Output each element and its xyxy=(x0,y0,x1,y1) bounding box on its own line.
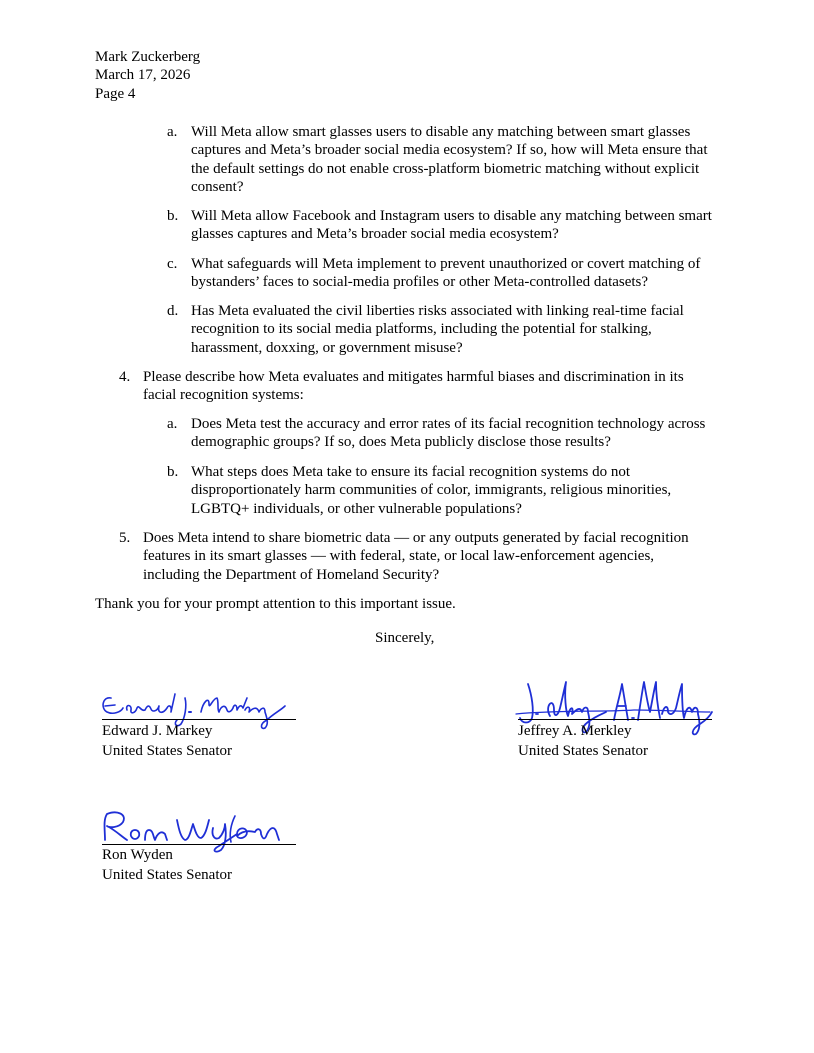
item-letter: c. xyxy=(167,256,178,272)
item-number: 5. xyxy=(119,530,131,546)
item-text: Does Meta intend to share biometric data — or any outputs generated by facial recognition features in its smart glasses — with federal, state, or local law-enforcement agencies, including the Department of Homeland Security? xyxy=(143,530,689,583)
signer-title: United States Senator xyxy=(102,867,232,883)
item-text: Please describe how Meta evaluates and mitigates harmful biases and discrimination in its facial recognition systems: xyxy=(143,369,684,404)
item-text: Will Meta allow smart glasses users to disable any matching between smart glasses captures and Meta’s broader social media ecosystem? If so, how will Meta ensure that the default settings do not enable cross-platform biometric matching without explicit consent? xyxy=(191,124,708,196)
item-text: Does Meta test the accuracy and error rates of its facial recognition technology across demographic groups? If so, does Meta publicly disclose those results? xyxy=(191,416,706,451)
item-letter: b. xyxy=(167,464,179,480)
item-letter: a. xyxy=(167,416,178,432)
item-text: What steps does Meta take to ensure its facial recognition systems do not disproportionately harm communities of color, immigrants, religious minorities, LGBTQ+ individuals, or other vulnerable populations? xyxy=(191,464,672,517)
letter-date: March 17, 2026 xyxy=(95,67,191,84)
signer-name: Edward J. Markey xyxy=(102,723,213,739)
signer-name: Ron Wyden xyxy=(102,847,173,863)
closing-sincerely: Sincerely, xyxy=(375,630,435,646)
page-number: Page 4 xyxy=(95,85,136,102)
item-text: Has Meta evaluated the civil liberties risks associated with linking real-time facial recognition to its social media platforms, including the potential for stalking, harassment, doxxing, or government misuse? xyxy=(191,303,684,356)
closing-thanks: Thank you for your prompt attention to this important issue. xyxy=(95,596,456,612)
signature-line xyxy=(518,719,712,720)
signer-title: United States Senator xyxy=(102,743,232,759)
item-letter: d. xyxy=(167,303,179,319)
signer-name: Jeffrey A. Merkley xyxy=(518,723,632,739)
signature-line xyxy=(102,719,296,720)
item-text: Will Meta allow Facebook and Instagram users to disable any matching between smart glasses captures and Meta’s broader social media ecosystem? xyxy=(191,208,712,243)
item-letter: a. xyxy=(167,124,178,140)
signer-title: United States Senator xyxy=(518,743,648,759)
item-number: 4. xyxy=(119,369,131,385)
item-letter: b. xyxy=(167,208,179,224)
recipient-name: Mark Zuckerberg xyxy=(95,49,201,65)
signature-line xyxy=(102,844,296,845)
letter-header xyxy=(95,48,200,103)
item-text: What safeguards will Meta implement to prevent unauthorized or covert matching of bystanders’ faces to social-media profiles or other Meta-controlled datasets? xyxy=(191,256,701,291)
